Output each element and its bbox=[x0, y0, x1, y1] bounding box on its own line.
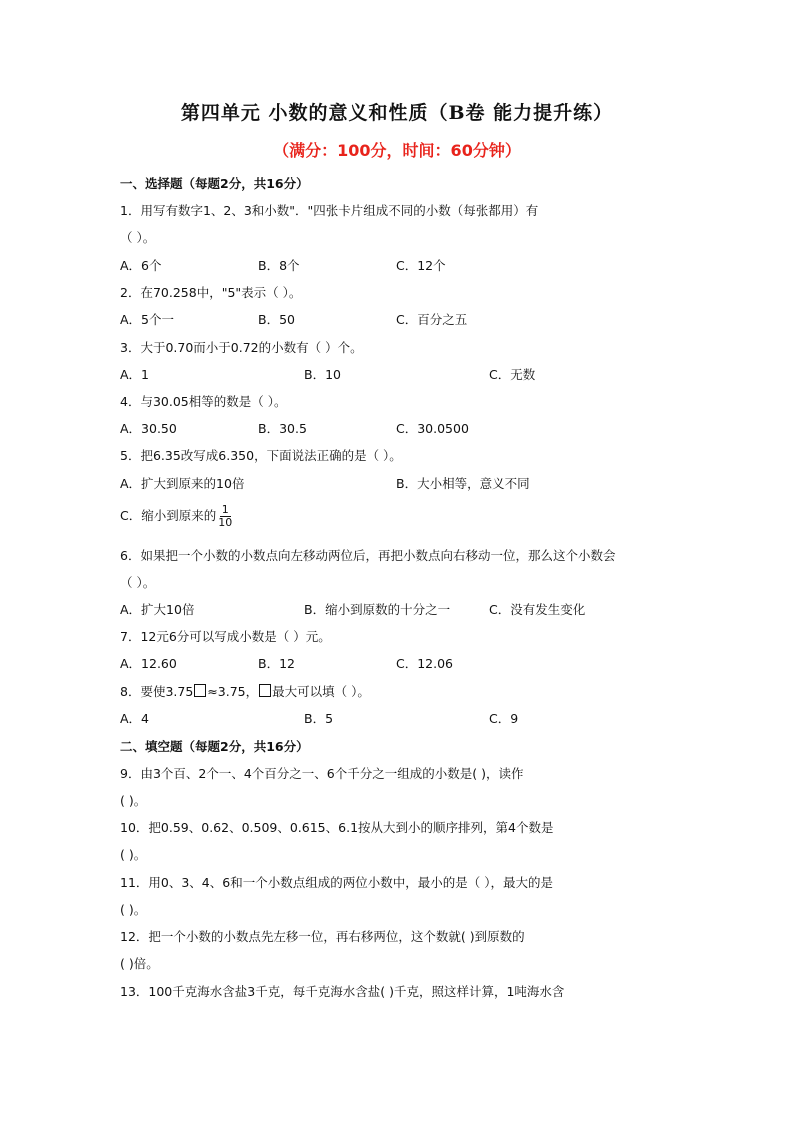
question-6-blank: （ ）。 bbox=[120, 575, 156, 590]
question-5-option-c bbox=[120, 504, 232, 529]
question-2-option-b: B．50 bbox=[258, 312, 295, 327]
fraction-numerator: 1 bbox=[221, 503, 229, 516]
question-4-option-a: A．30.50 bbox=[120, 421, 177, 436]
question-10-text: 10．把0.59、0.62、0.509、0.615、6.1按从大到小的顺序排列，第4个数是 bbox=[120, 820, 554, 835]
question-6-option-a: A．扩大10倍 bbox=[120, 602, 195, 617]
question-3-option-c: C．无数 bbox=[489, 367, 536, 382]
question-8-option-a: A．4 bbox=[120, 711, 150, 726]
question-9-blank: ( )。 bbox=[120, 793, 147, 808]
question-12-blank: ( )倍。 bbox=[120, 956, 159, 971]
blank-square-icon bbox=[194, 684, 206, 697]
question-5-option-c-label: C．缩小到原来的 bbox=[120, 508, 217, 523]
question-5-option-a: A．扩大到原来的10倍 bbox=[120, 476, 245, 491]
question-1-option-a: A．6个 bbox=[120, 258, 162, 273]
question-4-text: 4．与30.05相等的数是（ ）。 bbox=[120, 394, 287, 409]
question-5-option-b: B．大小相等，意义不同 bbox=[396, 476, 530, 491]
question-7-option-c: C．12.06 bbox=[396, 656, 454, 671]
question-7-text: 7．12元6分可以写成小数是（ ）元。 bbox=[120, 629, 331, 644]
question-8-option-c: C．9 bbox=[489, 711, 519, 726]
question-9-text: 9．由3个百、2个一、4个百分之一、6个千分之一组成的小数是( )，读作 bbox=[120, 766, 524, 781]
fraction-denominator: 10 bbox=[218, 516, 233, 529]
question-11-text: 11．用0、3、4、6和一个小数点组成的两位小数中，最小的是（ ），最大的是 bbox=[120, 875, 553, 890]
question-2-option-a: A．5个一 bbox=[120, 312, 175, 327]
page-subtitle: （满分：100分，时间：60分钟） bbox=[273, 141, 521, 160]
question-12-text: 12．把一个小数的小数点先左移一位，再右移两位，这个数就( )到原数的 bbox=[120, 929, 525, 944]
question-2-text: 2．在70.258中，"5"表示（ ）。 bbox=[120, 285, 302, 300]
section-heading-fill-blank: 二、填空题（每题2分，共16分） bbox=[120, 739, 309, 754]
question-6-option-c: C．没有发生变化 bbox=[489, 602, 586, 617]
question-8-part-2: ≈3.75， bbox=[207, 684, 259, 699]
question-8-option-b: B．5 bbox=[304, 711, 334, 726]
section-heading-choice: 一、选择题（每题2分，共16分） bbox=[120, 176, 309, 191]
question-10-blank: ( )。 bbox=[120, 847, 147, 862]
question-1-blank: （ ）。 bbox=[120, 230, 156, 245]
question-13-text: 13．100千克海水含盐3千克，每千克海水含盐( )千克，照这样计算，1吨海水含 bbox=[120, 984, 565, 999]
question-7-option-a: A．12.60 bbox=[120, 656, 177, 671]
blank-square-icon bbox=[259, 684, 271, 697]
fraction-one-tenth bbox=[218, 504, 232, 529]
question-6-option-b: B．缩小到原数的十分之一 bbox=[304, 602, 451, 617]
question-8-part-1: 8．要使3.75 bbox=[120, 684, 194, 699]
question-4-option-b: B．30.5 bbox=[258, 421, 307, 436]
question-1-option-b: B．8个 bbox=[258, 258, 300, 273]
question-5-text: 5．把6.35改写成6.350，下面说法正确的是（ ）。 bbox=[120, 448, 402, 463]
question-1-text: 1．用写有数字1、2、3和小数"．"四张卡片组成不同的小数（每张都用）有 bbox=[120, 203, 539, 218]
question-7-option-b: B．12 bbox=[258, 656, 295, 671]
question-8-text bbox=[120, 684, 370, 700]
question-3-option-a: A．1 bbox=[120, 367, 150, 382]
question-3-text: 3．大于0.70而小于0.72的小数有（ ）个。 bbox=[120, 340, 363, 355]
question-6-text: 6．如果把一个小数的小数点向左移动两位后，再把小数点向右移动一位，那么这个小数会 bbox=[120, 548, 616, 563]
question-11-blank: ( )。 bbox=[120, 902, 147, 917]
question-3-option-b: B．10 bbox=[304, 367, 341, 382]
question-4-option-c: C．30.0500 bbox=[396, 421, 469, 436]
question-8-part-3: 最大可以填（ ）。 bbox=[272, 684, 370, 699]
question-2-option-c: C．百分之五 bbox=[396, 312, 468, 327]
question-1-option-c: C．12个 bbox=[396, 258, 446, 273]
page-title: 第四单元 小数的意义和性质（B卷 能力提升练） bbox=[180, 102, 614, 124]
